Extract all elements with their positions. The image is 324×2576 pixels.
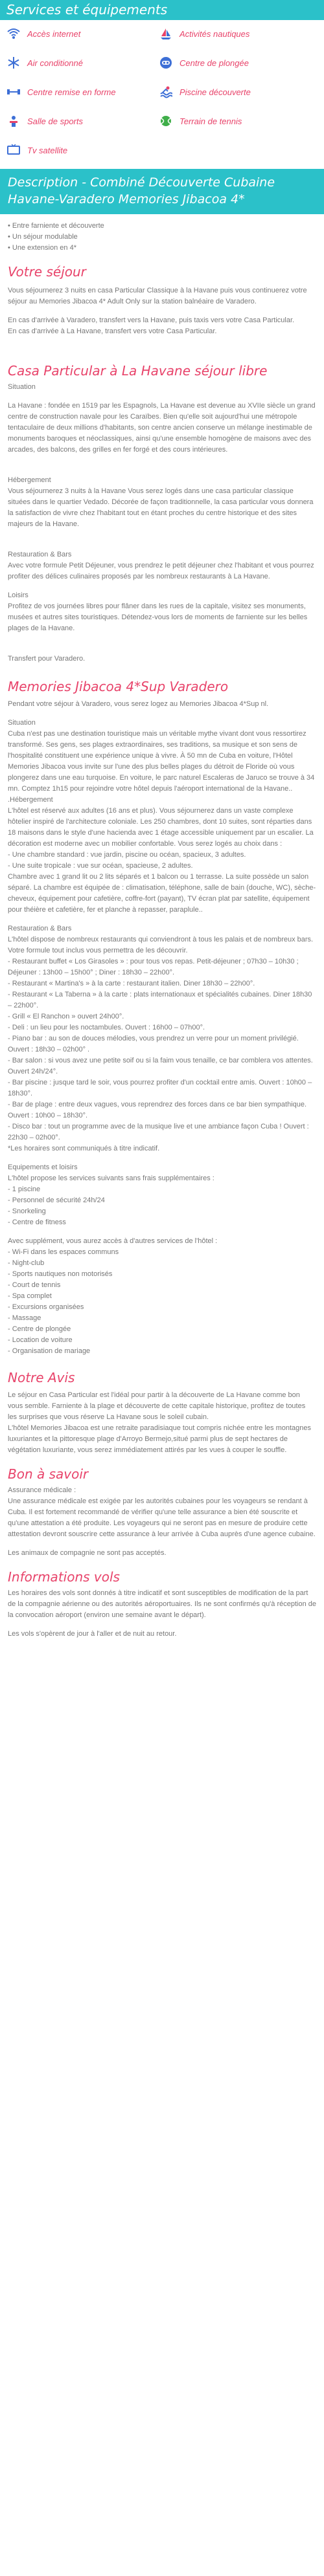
bullet-item: • Une extension en 4*: [8, 244, 76, 252]
section-title-votre-sejour: Votre séjour: [8, 264, 86, 280]
services-title-bar: Services et équipements: [0, 0, 324, 20]
list-item: - Centre de fitness: [8, 1218, 66, 1226]
paragraph: Vous séjournerez 3 nuits en casa Particular Classique à la Havane puis vous continuerez votre séjour au Memories Jibacoa 4* Adult Only sur la station balnéaire de Varadero.: [8, 287, 307, 305]
list-item: - Restaurant buffet « Los Girasoles » : pour tous vos repas. Petit-déjeuner ; 07h30 – 10h30 ; Déjeuner : 13h00 – 15h00° ; Diner : 18h30 – 22h00°.: [8, 958, 299, 976]
section-title-casa: Casa Particular à La Havane séjour libre: [8, 363, 268, 379]
list-item: - 1 piscine: [8, 1185, 41, 1193]
list-item: - Disco bar : tout un programme avec de la musique live et une ambiance façon Cuba ! Ouvert : 22h30 – 02h00°.: [8, 1123, 309, 1141]
list-item: - Night-club: [8, 1259, 45, 1267]
paragraph: Les horaires des vols sont donnés à titre indicatif et sont susceptibles de modification de la part de la compagnie aérienne ou des autorités aéroportuaires. Ils ne sont confirmés qu'à réception de la convocation aéroport (environ une semaine avant le départ).: [8, 1589, 317, 1619]
subheading: Situation: [8, 383, 36, 391]
service-pool: Piscine découverte: [159, 85, 251, 99]
subheading: Restauration & Bars: [8, 925, 72, 932]
list-item: - Sports nautiques non motorisés: [8, 1270, 113, 1278]
diving-icon: [159, 56, 173, 70]
dumbbell-icon: [6, 85, 21, 99]
paragraph: Chambre avec 1 grand lit ou 2 lits séparés et 1 balcon ou 1 terrasse. La suite possède un salon séparé. La chambre est équipée de : climatisation, téléphone, salle de bain (douche, WC), sèche-cheveux, équipement pour cafetière, coffre-fort (payant), TV écran plat par satellite, équipement pour théière et cafetière, fer et planche à repasser, paraplule..: [8, 873, 316, 914]
sailboat-icon: [159, 27, 173, 41]
tennis-icon: [159, 114, 173, 128]
list-item: - Excursions organisées: [8, 1303, 84, 1311]
bullet-item: • Un séjour modulable: [8, 233, 78, 241]
paragraph: Avec votre formule Petit Déjeuner, vous prendrez le petit déjeuner chez l'habitant et vous pourrez profiter des délices culinaires proposés par les nombreux restaurants à La Havane.: [8, 562, 314, 580]
section-title-avis: Notre Avis: [8, 1370, 75, 1385]
list-item: - Deli : un lieu pour les noctambules. Ouvert : 16h00 – 07h00°.: [8, 1024, 205, 1031]
service-air-conditioning: Air conditionné: [6, 56, 83, 70]
list-item: - Restaurant « Martina's » à la carte : restaurant italien. Diner 18h30 – 22h00°.: [8, 980, 255, 987]
note: *Les horaires sont communiqués à titre indicatif.: [8, 1145, 160, 1152]
paragraph: Avec supplément, vous aurez accès à d'autres services de l'hôtel :: [8, 1237, 218, 1245]
gym-icon: [6, 114, 21, 128]
service-internet: Accès internet: [6, 27, 80, 41]
list-item: - Spa complet: [8, 1292, 52, 1300]
list-item: - Une suite tropicale : vue sur océan, spacieuse, 2 adultes.: [8, 862, 193, 870]
paragraph: En cas d'arrivée à Varadero, transfert vers la Havane, puis taxis vers votre Casa Particular.: [8, 316, 295, 324]
services-grid: [0, 20, 324, 169]
description-title-bar: Description - Combiné Découverte Cubaine Havane-Varadero Memories Jibacoa 4*: [0, 169, 324, 214]
service-fitness: Centre remise en forme: [6, 85, 116, 99]
subheading: Equipements et loisirs: [8, 1163, 78, 1171]
snowflake-icon: [6, 56, 21, 70]
section-title-bon-a-savoir: Bon à savoir: [8, 1466, 89, 1482]
list-item: - Restaurant « La Taberna » à la carte : plats internationaux et spécialités cubaines. Diner 18h30 – 22h00°.: [8, 991, 312, 1009]
service-gym: Salle de sports: [6, 114, 83, 128]
list-item: - Wi-Fi dans les espaces communs: [8, 1248, 119, 1256]
paragraph: Profitez de vos journées libres pour flâner dans les rues de la capitale, visitez ses monuments, musées et autres sites touristiques. Détendez-vous lors de moments de farniente sur les belles plages de la Havane.: [8, 602, 308, 632]
paragraph: En cas d'arrivée à La Havane, transfert vers votre Casa Particular.: [8, 327, 217, 335]
paragraph: La Havane : fondée en 1519 par les Espagnols, La Havane est devenue au XVIIe siècle un grand centre de construction navale pour les Caraïbes. Bien qu'elle soit aujourd'hui une métropole tentaculaire de deux millions d'habitants, son centre ancien conserve un mélange inestimable de monuments baroques et néoclassiques, ainsi qu'une ensemble homogène de maisons avec des arcades, des balcons, des grilles en fer forgé et des cours intérieures.: [8, 402, 316, 454]
paragraph: Le séjour en Casa Particular est l'idéal pour partir à la découverte de La Havane comme bon vous semble. Farniente à la plage et découverte de cette capitale historique, profitez de toutes les surprises que vous réserve La Havane sous le soleil cubain.: [8, 1391, 306, 1421]
subheading: Hébergement: [8, 476, 51, 484]
service-water-sports: Activités nautiques: [159, 27, 249, 41]
list-item: - Massage: [8, 1314, 41, 1322]
list-item: - Organisation de mariage: [8, 1347, 91, 1355]
list-item: - Bar salon : si vous avez une petite soif ou si la faim vous tenaille, ce bar comblera vos attentes. Ouvert 24h/24°.: [8, 1057, 313, 1075]
paragraph: Cuba n'est pas une destination touristique mais un véritable mythe vivant dont vous ressortirez transformé. Ses gens, ses plages extraordinaires, ses traditions, sa musique et son sens de l'hospitalité constituent une expérience unique à vivre. À 50 mn de Cuba en voiture, l'Hôtel Memories Jibacoa vous invite sur l'une des plus belles plages du détroit de Floride où vous plongerez dans une eau turquoise. En voiture, le parc naturel Escaleras de Jaruco se trouve à 34 mn. Comptez 1h15 pour rejoindre votre hôtel depuis l'aéroport international de la Havane..: [8, 730, 315, 793]
subheading: Assurance médicale :: [8, 1486, 76, 1494]
list-item: - Personnel de sécurité 24h/24: [8, 1196, 105, 1204]
paragraph: L'hôtel est réservé aux adultes (16 ans et plus). Vous séjournerez dans un vaste complexe hôtelier inspiré de l'architecture coloniale. Les 250 chambres, dont 10 suites, sont réparties dans 18 maisons dans le style d'une hacienda avec 1 étage accessible uniquement par un escalier. La décoration est moderne avec un mobilier confortable. Vous serez logés au choix dans :: [8, 807, 314, 848]
list-item: - Court de tennis: [8, 1281, 61, 1289]
section-title-memories: Memories Jibacoa 4*Sup Varadero: [8, 679, 229, 694]
wifi-icon: [6, 27, 21, 41]
list-item: - Location de voiture: [8, 1336, 73, 1344]
pool-icon: [159, 85, 173, 99]
list-item: - Une chambre standard : vue jardin, piscine ou océan, spacieux, 3 adultes.: [8, 851, 246, 859]
paragraph: Les vols s'opèrent de jour à l'aller et de nuit au retour.: [8, 1630, 177, 1638]
paragraph: L'hôtel Memories Jibacoa est une retraite paradisiaque tout compris nichée entre les montagnes luxuriantes et la pittoresque plage d'Arroyo Bermejo,situé parmi plus de sept hectares de végétation luxuriante, vous serez immédiatement attirés par les vues à couper le souffle.: [8, 1424, 312, 1454]
list-item: - Snorkeling: [8, 1207, 46, 1215]
paragraph: L'hôtel propose les services suivants sans frais supplémentaires :: [8, 1174, 214, 1182]
paragraph: Transfert pour Varadero.: [8, 655, 86, 663]
service-diving: Centre de plongée: [159, 56, 249, 70]
paragraph: Vous séjournerez 3 nuits à la Havane Vous serez logés dans une casa particular classique situées dans le quartier Vedado. Décorée de façon traditionnelle, la casa particular vous donnera la satisfaction de vivre chez l'habitant tout en étant proches du centre historique et des sites majeurs de la Havane.: [8, 487, 314, 528]
list-item: - Piano bar : au son de douces mélodies, vous prendrez un verre pour un moment privilégié. Ouvert : 18h30 – 02h00° .: [8, 1035, 299, 1053]
bullet-item: • Entre farniente et découverte: [8, 222, 104, 230]
subheading: Restauration & Bars: [8, 551, 72, 558]
list-item: - Bar piscine : jusque tard le soir, vous pourrez profiter d'un cocktail entre amis. Ouvert : 10h00 – 18h30°.: [8, 1079, 312, 1097]
list-item: - Grill « El Ranchon » ouvert 24h00°.: [8, 1013, 124, 1020]
main-content: [0, 214, 324, 1640]
subheading: Loisirs: [8, 591, 29, 599]
subheading: Situation: [8, 719, 36, 727]
list-item: - Centre de plongée: [8, 1325, 71, 1333]
service-tennis: Terrain de tennis: [159, 114, 242, 128]
paragraph: Une assurance médicale est exigée par les autorités cubaines pour les voyageurs se rendant à Cuba. Il est fortement recommandé de vérifier qu'une telle assurance a bien été souscrite et qu'une attestation a été produite. Les voyageurs qui ne seront pas en mesure de produire cette attestation devront souscrire cette assurance à leur arrivée à Cuba auprès d'une agence cubaine.: [8, 1497, 316, 1538]
section-title-infos-vols: Informations vols: [8, 1569, 120, 1585]
service-tv: Tv satellite: [6, 143, 67, 157]
paragraph: Les animaux de compagnie ne sont pas acceptés.: [8, 1549, 167, 1557]
paragraph: Pendant votre séjour à Varadero, vous serez logez au Memories Jibacoa 4*Sup nl.: [8, 700, 269, 708]
list-item: - Bar de plage : entre deux vagues, vous reprendrez des forces dans ce bar bien sympathique. Ouvert : 10h00 – 18h30°.: [8, 1101, 307, 1119]
subheading: .Hébergement: [8, 796, 53, 804]
tv-icon: [6, 143, 21, 157]
paragraph: L'hôtel dispose de nombreux restaurants qui conviendront à tous les palais et de nombreux bars. Votre formule tout inclus vous permettra de les découvrir.: [8, 936, 314, 954]
